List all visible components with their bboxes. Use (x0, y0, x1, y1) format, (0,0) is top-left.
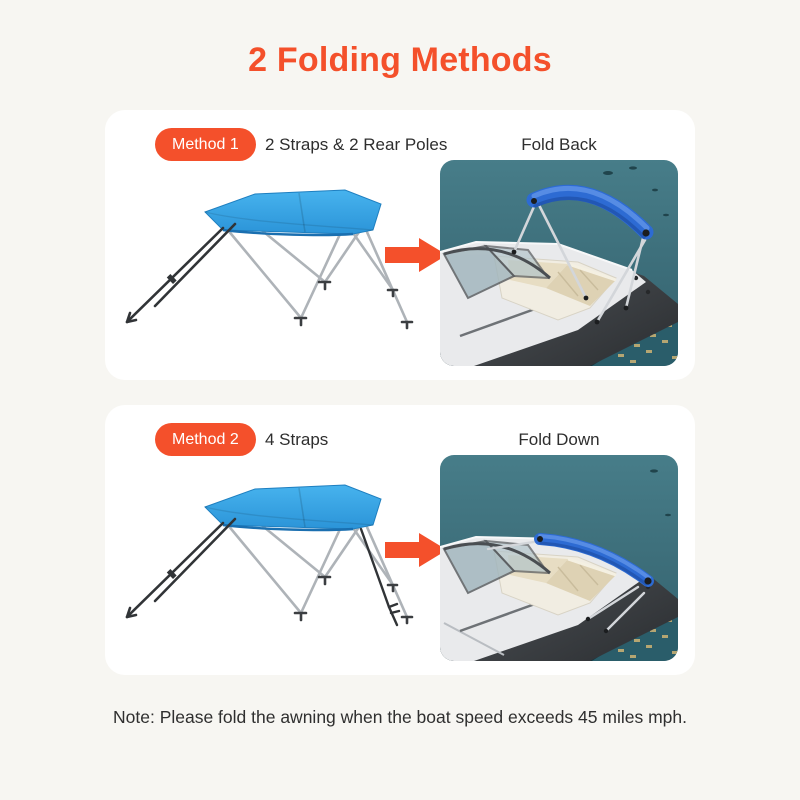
frame-poles (227, 523, 407, 617)
photo-fold-back (440, 160, 678, 366)
frame-feet (295, 282, 412, 328)
front-straps (127, 224, 235, 322)
method-1-badge: Method 1 (155, 128, 256, 161)
frame-feet (295, 577, 412, 623)
bimini-illustration (105, 467, 435, 667)
method-1-card (105, 110, 695, 380)
arrow-right-icon (385, 533, 447, 567)
bimini-illustration (105, 172, 435, 372)
page-title: 2 Folding Methods (248, 41, 552, 79)
method-1-result-label: Fold Back (521, 135, 597, 154)
method-2-description: 4 Straps (265, 430, 329, 449)
arrow-right-icon (385, 238, 447, 272)
photo-fold-down (440, 455, 678, 661)
method-1-description: 2 Straps & 2 Rear Poles (265, 135, 448, 154)
frame-poles (227, 228, 407, 322)
footer-note: Note: Please fold the awning when the boat speed exceeds 45 miles mph. (113, 707, 687, 727)
method-2-card (105, 405, 695, 675)
front-straps (127, 519, 235, 617)
method-2-badge: Method 2 (155, 423, 256, 456)
method-2-result-label: Fold Down (518, 430, 600, 449)
